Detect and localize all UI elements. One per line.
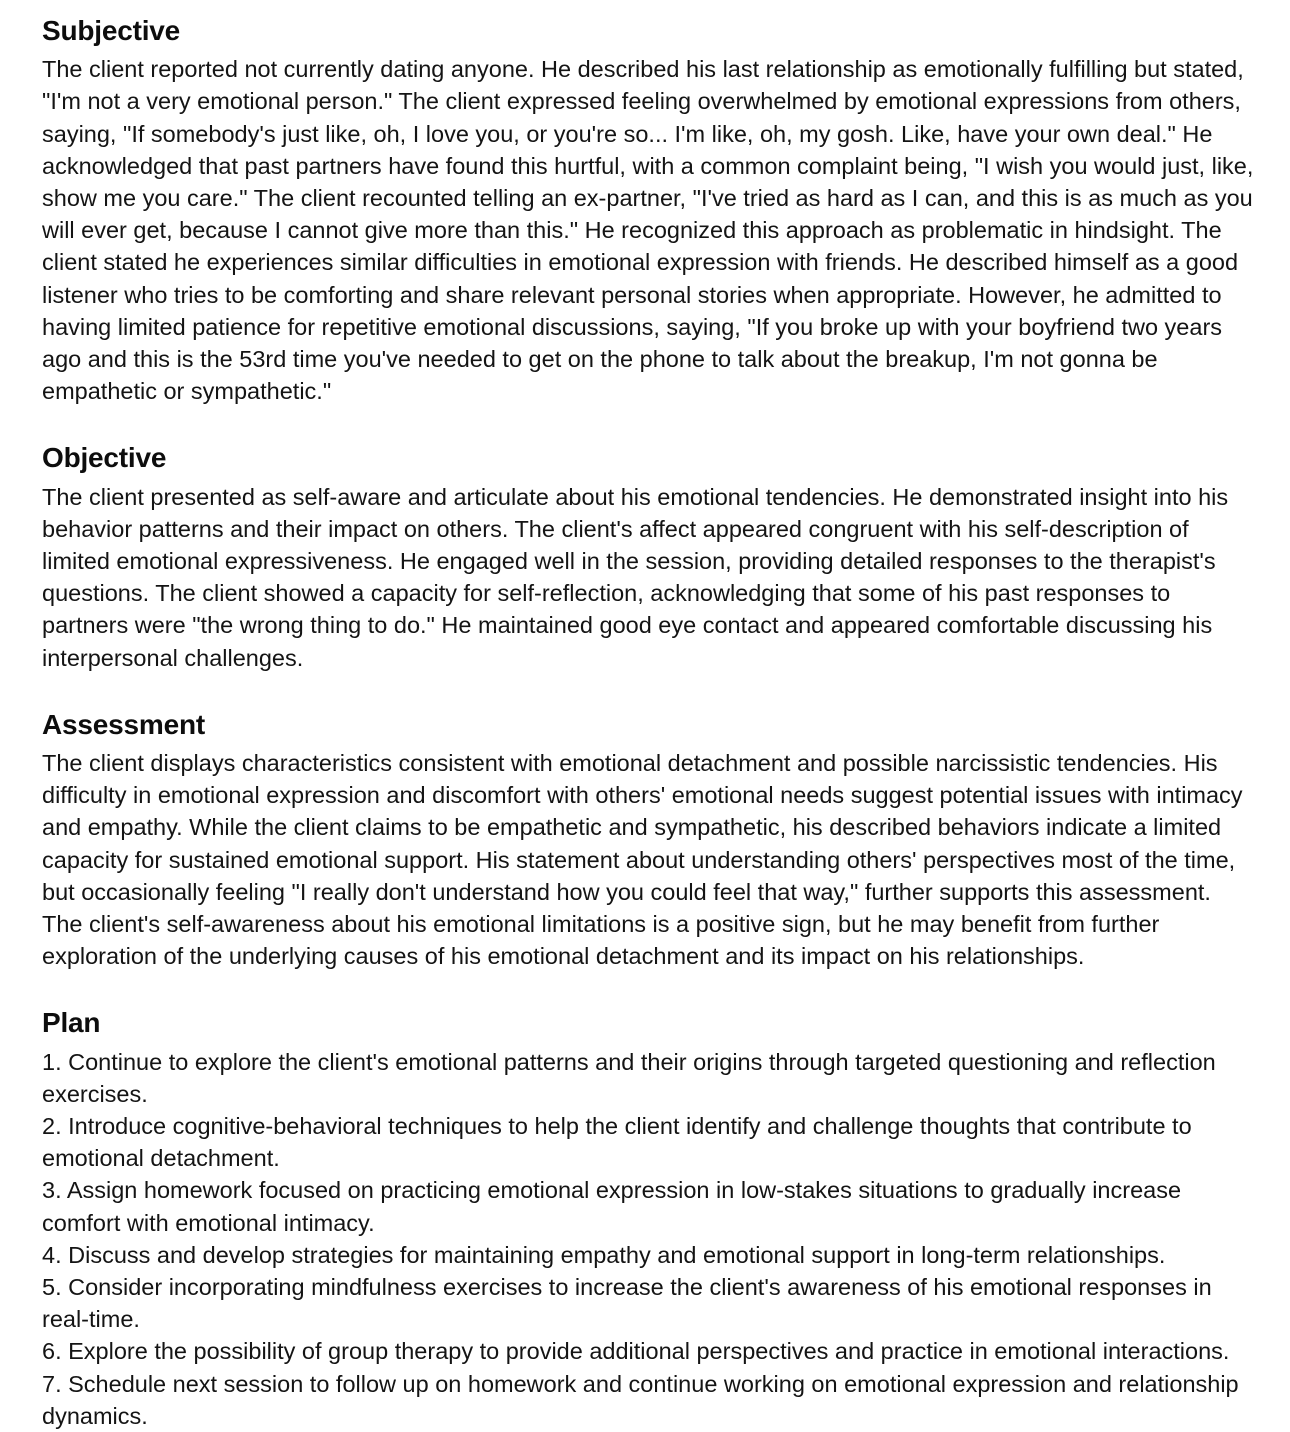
section-body-assessment: The client displays characteristics consistent with emotional detachment and possible narcissistic tendencies. His difficulty in emotional expression and discomfort with others' emotional needs suggest potential issues with intimacy and empathy. While the client claims to be empathetic and sympathetic, his described behaviors indicate a limited capacity for sustained emotional support. His statement about understanding others' perspectives most of the time, but occasionally feeling "I really don't understand how you could feel that way," further supports this assessment. The client's self-awareness about his emotional limitations is a positive sign, but he may benefit from further exploration of the underlying causes of his emotional detachment and its impact on his relationships. (42, 749, 1243, 970)
section-body-objective: The client presented as self-aware and articulate about his emotional tendencies. He demonstrated insight into his behavior patterns and their impact on others. The client's affect appeared congruent with his self-description of limited emotional expressiveness. He engaged well in the session, providing detailed responses to the therapist's questions. The client showed a capacity for self-reflection, acknowledging that some of his past responses to partners were "the wrong thing to do." He maintained good eye contact and appeared comfortable discussing his interpersonal challenges. (42, 483, 1229, 671)
section-assessment (42, 708, 1254, 973)
plan-item: 7. Schedule next session to follow up on homework and continue working on emotional expression and relationship dynamics. (42, 1370, 1239, 1429)
plan-item: 1. Continue to explore the client's emotional patterns and their origins through targeted questioning and reflection exercises. (42, 1048, 1216, 1107)
section-subjective (42, 14, 1254, 407)
plan-item: 2. Introduce cognitive-behavioral techniques to help the client identify and challenge thoughts that contribute to emotional detachment. (42, 1112, 1192, 1172)
section-heading-objective: Objective (42, 442, 167, 474)
plan-item: 4. Discuss and develop strategies for maintaining empathy and emotional support in long-term relationships. (42, 1241, 1166, 1268)
section-body-subjective: The client reported not currently dating anyone. He described his last relationship as emotionally fulfilling but stated, "I'm not a very emotional person." The client expressed feeling overwhelmed by emotional expressions from others, saying, "If somebody's just like, oh, I love you, or you're so... I'm like, oh, my gosh. Like, have your own deal." He acknowledged that past partners have found this hurtful, with a common complaint being, "I wish you would just, like, show me you care." The client recounted telling an ex-partner, "I've tried as hard as I can, and this is as much as you will ever get, because I cannot give more than this." He recognized this approach as problematic in hindsight. The client stated he experiences similar difficulties in emotional expression with friends. He described himself as a good listener who tries to be comforting and share relevant personal stories when appropriate. However, he admitted to having limited patience for repetitive emotional discussions, saying, "If you broke up with your boyfriend two years ago and this is the 53rd time you've needed to get on the phone to talk about the breakup, I'm not gonna be empathetic or sympathetic." (42, 56, 1254, 405)
section-heading-assessment: Assessment (42, 708, 205, 740)
plan-item-list (42, 1046, 1254, 1432)
plan-item: 5. Consider incorporating mindfulness exercises to increase the client's awareness of his emotional responses in real-time. (42, 1273, 1212, 1333)
section-plan (42, 1006, 1254, 1432)
plan-item: 3. Assign homework focused on practicing emotional expression in low-stakes situations to gradually increase comfort with emotional intimacy. (42, 1177, 1182, 1236)
section-heading-subjective: Subjective (42, 15, 181, 46)
plan-item: 6. Explore the possibility of group therapy to provide additional perspectives and practice in emotional interactions. (42, 1338, 1230, 1365)
section-objective (42, 441, 1254, 673)
section-heading-plan: Plan (42, 1007, 101, 1039)
